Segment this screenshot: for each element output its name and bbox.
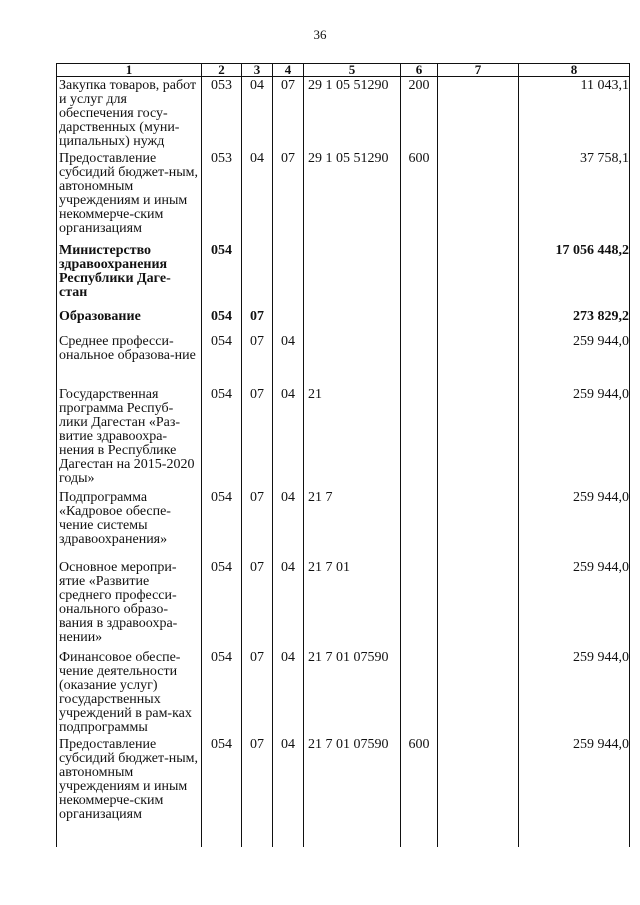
row-subsection: 04 bbox=[273, 736, 304, 847]
row-section: 07 bbox=[242, 736, 273, 847]
row-amount: 273 829,2 bbox=[519, 308, 630, 333]
row-amount: 259 944,0 bbox=[519, 649, 630, 736]
row-section: 07 bbox=[242, 489, 273, 559]
row-target-code: 21 7 01 07590 bbox=[304, 649, 401, 736]
row-target-code bbox=[304, 333, 401, 386]
table-row bbox=[57, 736, 630, 847]
table-row bbox=[57, 333, 630, 386]
row-col7 bbox=[438, 308, 519, 333]
row-amount: 259 944,0 bbox=[519, 736, 630, 847]
row-target-code: 21 bbox=[304, 386, 401, 489]
row-target-code: 21 7 01 07590 bbox=[304, 736, 401, 847]
row-subsection: 04 bbox=[273, 386, 304, 489]
row-expense-type: 600 bbox=[401, 150, 438, 242]
row-expense-type bbox=[401, 242, 438, 308]
table-row bbox=[57, 77, 630, 150]
row-ministry-code: 054 bbox=[202, 308, 242, 333]
row-ministry-code: 054 bbox=[202, 333, 242, 386]
row-expense-type bbox=[401, 489, 438, 559]
budget-table bbox=[56, 63, 630, 847]
row-section: 07 bbox=[242, 649, 273, 736]
table-row bbox=[57, 386, 630, 489]
row-section bbox=[242, 242, 273, 308]
row-target-code: 21 7 01 bbox=[304, 559, 401, 649]
row-subsection: 04 bbox=[273, 559, 304, 649]
row-target-code: 29 1 05 51290 bbox=[304, 77, 401, 150]
row-subsection: 07 bbox=[273, 150, 304, 242]
row-amount: 259 944,0 bbox=[519, 489, 630, 559]
col-header-8: 8 bbox=[519, 64, 630, 77]
row-ministry-code: 054 bbox=[202, 736, 242, 847]
row-section: 07 bbox=[242, 559, 273, 649]
col-header-4: 4 bbox=[273, 64, 304, 77]
row-name: Предоставление субсидий бюджет-ным, автономным учреждениям и иным некоммерче-ским организациям bbox=[57, 150, 202, 242]
col-header-5: 5 bbox=[304, 64, 401, 77]
row-subsection bbox=[273, 308, 304, 333]
table-row bbox=[57, 242, 630, 308]
row-ministry-code: 054 bbox=[202, 242, 242, 308]
table-row bbox=[57, 308, 630, 333]
row-ministry-code: 054 bbox=[202, 386, 242, 489]
row-amount: 37 758,1 bbox=[519, 150, 630, 242]
row-section: 07 bbox=[242, 333, 273, 386]
row-amount: 259 944,0 bbox=[519, 386, 630, 489]
row-amount: 11 043,1 bbox=[519, 77, 630, 150]
row-col7 bbox=[438, 333, 519, 386]
row-ministry-code: 053 bbox=[202, 150, 242, 242]
row-subsection: 04 bbox=[273, 333, 304, 386]
row-ministry-code: 054 bbox=[202, 649, 242, 736]
row-amount: 17 056 448,2 bbox=[519, 242, 630, 308]
row-target-code: 29 1 05 51290 bbox=[304, 150, 401, 242]
row-col7 bbox=[438, 77, 519, 150]
row-col7 bbox=[438, 242, 519, 308]
row-expense-type bbox=[401, 559, 438, 649]
row-ministry-code: 054 bbox=[202, 489, 242, 559]
row-col7 bbox=[438, 649, 519, 736]
row-target-code bbox=[304, 308, 401, 333]
row-target-code bbox=[304, 242, 401, 308]
row-expense-type bbox=[401, 333, 438, 386]
row-name: Подпрограмма «Кадровое обеспе-чение системы здравоохранения» bbox=[57, 489, 202, 559]
row-subsection: 04 bbox=[273, 649, 304, 736]
row-expense-type: 200 bbox=[401, 77, 438, 150]
row-name: Предоставление субсидий бюджет-ным, автономным учреждениям и иным некоммерче-ским организациям bbox=[57, 736, 202, 847]
table-row bbox=[57, 649, 630, 736]
page-number: 36 bbox=[313, 27, 327, 42]
row-amount: 259 944,0 bbox=[519, 559, 630, 649]
row-target-code: 21 7 bbox=[304, 489, 401, 559]
row-col7 bbox=[438, 489, 519, 559]
col-header-7: 7 bbox=[438, 64, 519, 77]
row-expense-type bbox=[401, 649, 438, 736]
row-name: Финансовое обеспе-чение деятельности (оказание услуг) государственных учреждений в рам-ках подпрограммы bbox=[57, 649, 202, 736]
row-name: Закупка товаров, работ и услуг для обеспечения госу-дарственных (муни-ципальных) нужд bbox=[57, 77, 202, 150]
row-subsection: 04 bbox=[273, 489, 304, 559]
row-col7 bbox=[438, 386, 519, 489]
table-row bbox=[57, 559, 630, 649]
row-name: Государственная программа Респуб-лики Дагестан «Раз-витие здравоохра-нения в Республике Дагестан на 2015-2020 годы» bbox=[57, 386, 202, 489]
table-row bbox=[57, 150, 630, 242]
row-amount: 259 944,0 bbox=[519, 333, 630, 386]
row-name: Министерство здравоохранения Республики Даге-стан bbox=[57, 242, 202, 308]
col-header-2: 2 bbox=[202, 64, 242, 77]
row-expense-type bbox=[401, 308, 438, 333]
row-section: 07 bbox=[242, 308, 273, 333]
row-name: Среднее професси-ональное образова-ние bbox=[57, 333, 202, 386]
col-header-6: 6 bbox=[401, 64, 438, 77]
row-ministry-code: 053 bbox=[202, 77, 242, 150]
row-subsection bbox=[273, 242, 304, 308]
header-row bbox=[57, 64, 630, 77]
row-section: 07 bbox=[242, 386, 273, 489]
row-ministry-code: 054 bbox=[202, 559, 242, 649]
row-col7 bbox=[438, 559, 519, 649]
row-name: Основное меропри-ятие «Развитие среднего професси-онального образо-вания в здравоохра-нении» bbox=[57, 559, 202, 649]
row-col7 bbox=[438, 150, 519, 242]
row-section: 04 bbox=[242, 77, 273, 150]
row-col7 bbox=[438, 736, 519, 847]
row-name: Образование bbox=[57, 308, 202, 333]
row-expense-type bbox=[401, 386, 438, 489]
table-row bbox=[57, 489, 630, 559]
row-section: 04 bbox=[242, 150, 273, 242]
col-header-1: 1 bbox=[57, 64, 202, 77]
row-expense-type: 600 bbox=[401, 736, 438, 847]
row-subsection: 07 bbox=[273, 77, 304, 150]
col-header-3: 3 bbox=[242, 64, 273, 77]
